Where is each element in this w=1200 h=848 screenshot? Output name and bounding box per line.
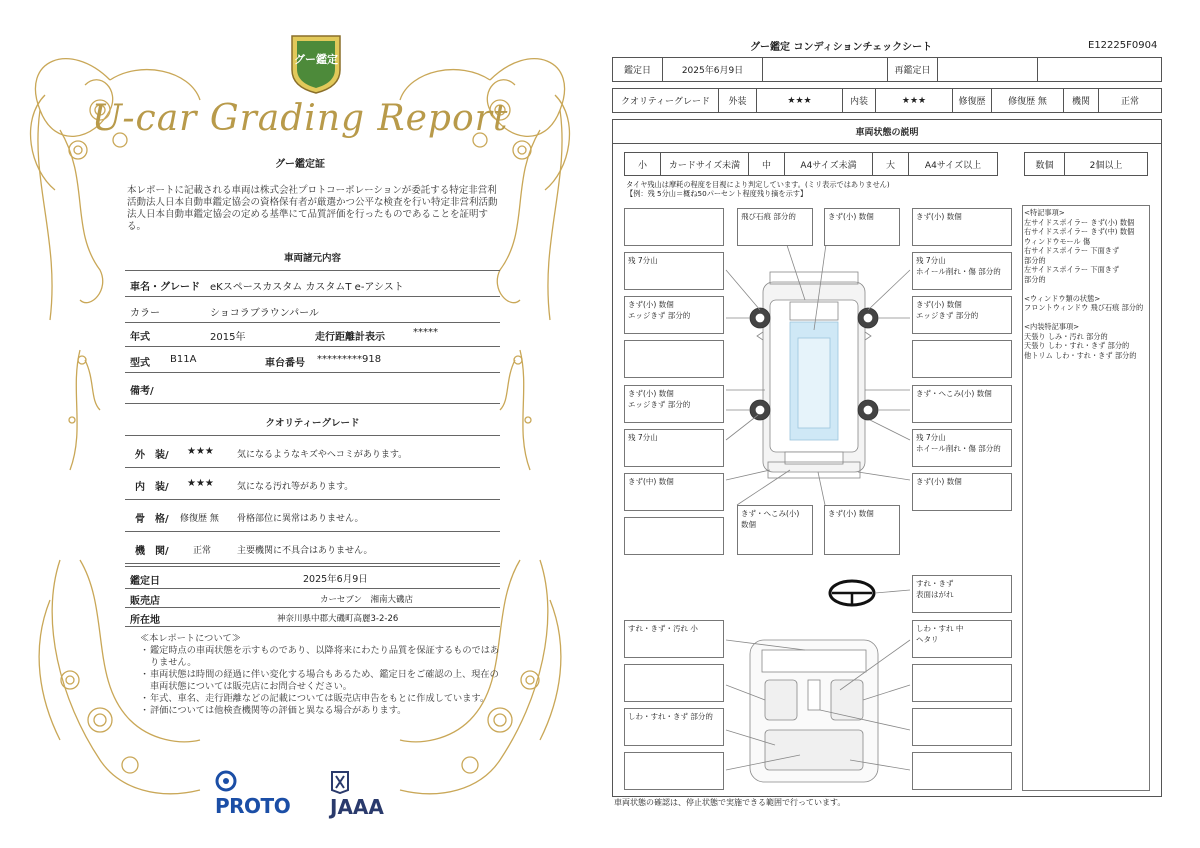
damage-box: きず・へこみ(小) 数個	[912, 385, 1012, 423]
remark-line: <ウィンドウ類の状態>	[1024, 293, 1101, 303]
repair-label: 修復歴	[953, 89, 992, 112]
report-notice	[140, 633, 500, 717]
remark-line: 左サイドスポイラー 下面きず	[1024, 265, 1120, 274]
tire-example: 【例：残 5分山＝概ね50パーセント程度残り摘を示す】	[626, 189, 808, 198]
quality-label: クオリティーグレード	[613, 89, 719, 112]
remark-line: 部分的	[1024, 255, 1046, 265]
grade-row-engine	[125, 532, 500, 564]
remark-line: 部分的	[1024, 274, 1046, 284]
state-title: 車両状態の説明	[613, 120, 1161, 144]
shop-label: 販売店	[130, 596, 160, 607]
remark-line: <内装特記事項>	[1024, 322, 1080, 331]
size-mid: 中	[749, 153, 785, 175]
int-label: 内装	[843, 89, 876, 112]
tire-note: タイヤ残山は摩耗の程度を目視により判定しています。(ミリ表示ではありません)	[626, 180, 890, 189]
name-value: eKスペースカスタム カスタムT e-アシスト	[210, 282, 404, 293]
recheck-label: 再鑑定日	[888, 58, 938, 81]
damage-box: きず(小) 数個	[824, 505, 900, 555]
repair-value: 修復歴 無	[992, 89, 1064, 112]
damage-box: きず・へこみ(小) 数個	[737, 505, 813, 555]
size-small-desc: カードサイズ未満	[661, 153, 749, 175]
interior-box	[912, 708, 1012, 746]
notice-item: ・ 車両状態は時間の経過に伴い変化する場合もあるため、鑑定日をご確認の上、現在の車両状態については販売店にお問合せください。	[140, 669, 499, 692]
spec-row-name	[125, 271, 500, 297]
name-label: 車名・グレード	[130, 282, 200, 293]
damage-box: 残 7分山 ホイール削れ・傷 部分的	[912, 252, 1012, 290]
damage-box: 飛び石痕 部分的	[737, 208, 813, 246]
count-label: 数個	[1025, 153, 1065, 175]
remark-line: 天張り しみ・汚れ 部分的	[1024, 331, 1108, 341]
grade-label: 骨 格/	[135, 514, 169, 525]
engine-label: 機関	[1064, 89, 1099, 112]
interior-box	[912, 752, 1012, 790]
certificate-intro: 本レポートに記載される車両は株式会社プロトコーポレーションが委託する特定非営利活動法人日本自動車鑑定協会の資格保有者が厳選かつ公平な検査を行い特定非営利活動法人日本自動車鑑定協会の定める基準にて品質評価を行ったものであることを証明する。	[127, 185, 498, 232]
interior-box	[624, 664, 724, 702]
damage-box: きず(小) 数個 エッジきず 部分的	[912, 296, 1012, 334]
engine-value: 正常	[1120, 97, 1139, 107]
interior-box: すれ・きず・汚れ 小	[624, 620, 724, 658]
remark-line: 右サイドスポイラー きず(中) 数個	[1024, 227, 1135, 236]
spec-row-model	[125, 347, 500, 373]
damage-box: きず(中) 数個	[624, 473, 724, 511]
grade-value: ★★★	[187, 478, 214, 489]
interior-box	[624, 752, 724, 790]
address-label: 所在地	[130, 615, 160, 626]
model-label: 型式	[130, 358, 150, 369]
notice-item: ・ 年式、車名、走行距離などの記載については販売店申告をもとに作成しています。	[140, 693, 490, 704]
size-small: 小	[625, 153, 661, 175]
grade-row-frame	[125, 500, 500, 532]
shop-value: カーセブン 湘南大磯店	[320, 595, 413, 605]
color-value: ショコラブラウンパール	[210, 308, 319, 319]
ext-value: ★★★	[757, 89, 843, 112]
int-value: ★★★	[876, 89, 953, 112]
steering-box: すれ・きず 表面はがれ	[912, 575, 1012, 613]
model-value: B11A	[170, 354, 197, 365]
grade-desc: 骨格部位に異常はありません。	[237, 514, 364, 524]
color-label: カラー	[130, 308, 160, 319]
jaaa-logo: JAAA	[330, 770, 384, 819]
chassis-label: 車台番号	[265, 358, 305, 369]
grade-label: 外 装/	[135, 450, 169, 461]
damage-box: きず(小) 数個 エッジきず 部分的	[624, 296, 724, 334]
date-value: 2025年6月9日	[663, 58, 763, 81]
notice-item: ・ 評価については他検査機関等の評価と異なる場合があります。	[140, 705, 407, 716]
grade-row-exterior	[125, 436, 500, 468]
damage-box: 残 7分山	[624, 252, 724, 290]
remark-line: 天張り しわ・すれ・きず 部分的	[1024, 341, 1130, 350]
goo-kantei-seal	[288, 32, 344, 94]
remark-line: 左サイドスポイラー きず(小) 数個	[1024, 217, 1135, 227]
year-value: 2015年	[210, 332, 246, 343]
notice-item: ・ 鑑定時点の車両状態を示すものであり、以降将来にわたり品質を保証するものではありません。	[140, 645, 500, 668]
grade-value: 正常	[193, 546, 212, 556]
remark-line: <特記事項>	[1024, 208, 1065, 217]
grade-desc: 気になるようなキズやヘコミがあります。	[237, 450, 408, 460]
count-desc: 2個以上	[1089, 160, 1123, 171]
damage-box	[624, 517, 724, 555]
jaaa-mark-icon	[330, 770, 350, 794]
notice-title: ≪本レポートについて≫	[140, 633, 241, 644]
quality-section-title: クオリティーグレード	[265, 418, 360, 429]
damage-box: きず(小) 数個	[824, 208, 900, 246]
grade-desc: 主要機関に不具合はありません。	[237, 546, 373, 556]
spec-row-remarks	[125, 373, 500, 404]
damage-box	[624, 340, 724, 378]
remark-line: 他トリム しわ・すれ・きず 部分的	[1024, 350, 1137, 360]
interior-box: しわ・すれ・きず 部分的	[624, 708, 724, 746]
report-title: U-car Grading Report	[91, 98, 509, 139]
damage-box: 残 7分山 ホイール削れ・傷 部分的	[912, 429, 1012, 467]
spec-section-title: 車両諸元内容	[283, 253, 341, 264]
certificate-title: グー鑑定証	[275, 159, 325, 170]
address-value: 神奈川県中郡大磯町高麗3-2-26	[277, 614, 399, 624]
sheet-id: E12225F0904	[1088, 40, 1158, 51]
size-mid-desc: A4サイズ未満	[785, 153, 873, 175]
sheet-footer: 車両状態の確認は、停止状態で実施できる範囲で行っています。	[614, 798, 846, 807]
chassis-value: *********918	[317, 354, 382, 365]
spec-row-color	[125, 297, 500, 323]
interior-box	[912, 664, 1012, 702]
interior-box: しわ・すれ 中 ヘタリ	[912, 620, 1012, 658]
grade-desc: 気になる汚れ等があります。	[237, 482, 354, 492]
grade-label: 機 関/	[135, 546, 169, 557]
spec-row-year	[125, 323, 500, 347]
grade-label: 内 装/	[135, 482, 169, 493]
damage-box: 残 7分山	[624, 429, 724, 467]
remarks-label: 備考/	[130, 386, 154, 397]
proto-logo: PROTO	[215, 770, 290, 818]
mileage-value: *****	[413, 327, 438, 338]
proto-mark-icon	[215, 770, 237, 792]
damage-box: きず(小) 数個	[912, 208, 1012, 246]
date-value: 2025年6月9日	[303, 574, 368, 585]
remark-line: 右サイドスポイラー 下面きず	[1024, 246, 1120, 255]
remark-line: フロントウィンドウ 飛び石痕 部分的	[1024, 303, 1144, 312]
condition-check-sheet	[600, 0, 1200, 848]
ext-label: 外装	[719, 89, 757, 112]
mileage-label: 走行距離計表示	[315, 332, 385, 343]
sheet-title: グー鑑定 コンディションチェックシート	[750, 42, 933, 53]
info-row-date	[125, 566, 500, 589]
grade-row-interior	[125, 468, 500, 500]
size-large-desc: A4サイズ以上	[924, 160, 982, 171]
date-label: 鑑定日	[130, 576, 160, 587]
damage-box: きず(小) 数個 エッジきず 部分的	[624, 385, 724, 423]
size-large: 大	[873, 153, 909, 175]
damage-box: きず(小) 数個	[912, 473, 1012, 511]
remark-line: ウィンドウモール 傷	[1024, 236, 1091, 246]
info-row-shop	[125, 589, 500, 608]
grade-value: ★★★	[187, 446, 214, 457]
info-row-address	[125, 608, 500, 627]
year-label: 年式	[130, 332, 150, 343]
damage-box	[912, 340, 1012, 378]
date-label: 鑑定日	[613, 58, 663, 81]
damage-box	[624, 208, 724, 246]
seal-text: グー鑑定	[294, 53, 338, 66]
grade-value: 修復歴 無	[180, 514, 219, 524]
